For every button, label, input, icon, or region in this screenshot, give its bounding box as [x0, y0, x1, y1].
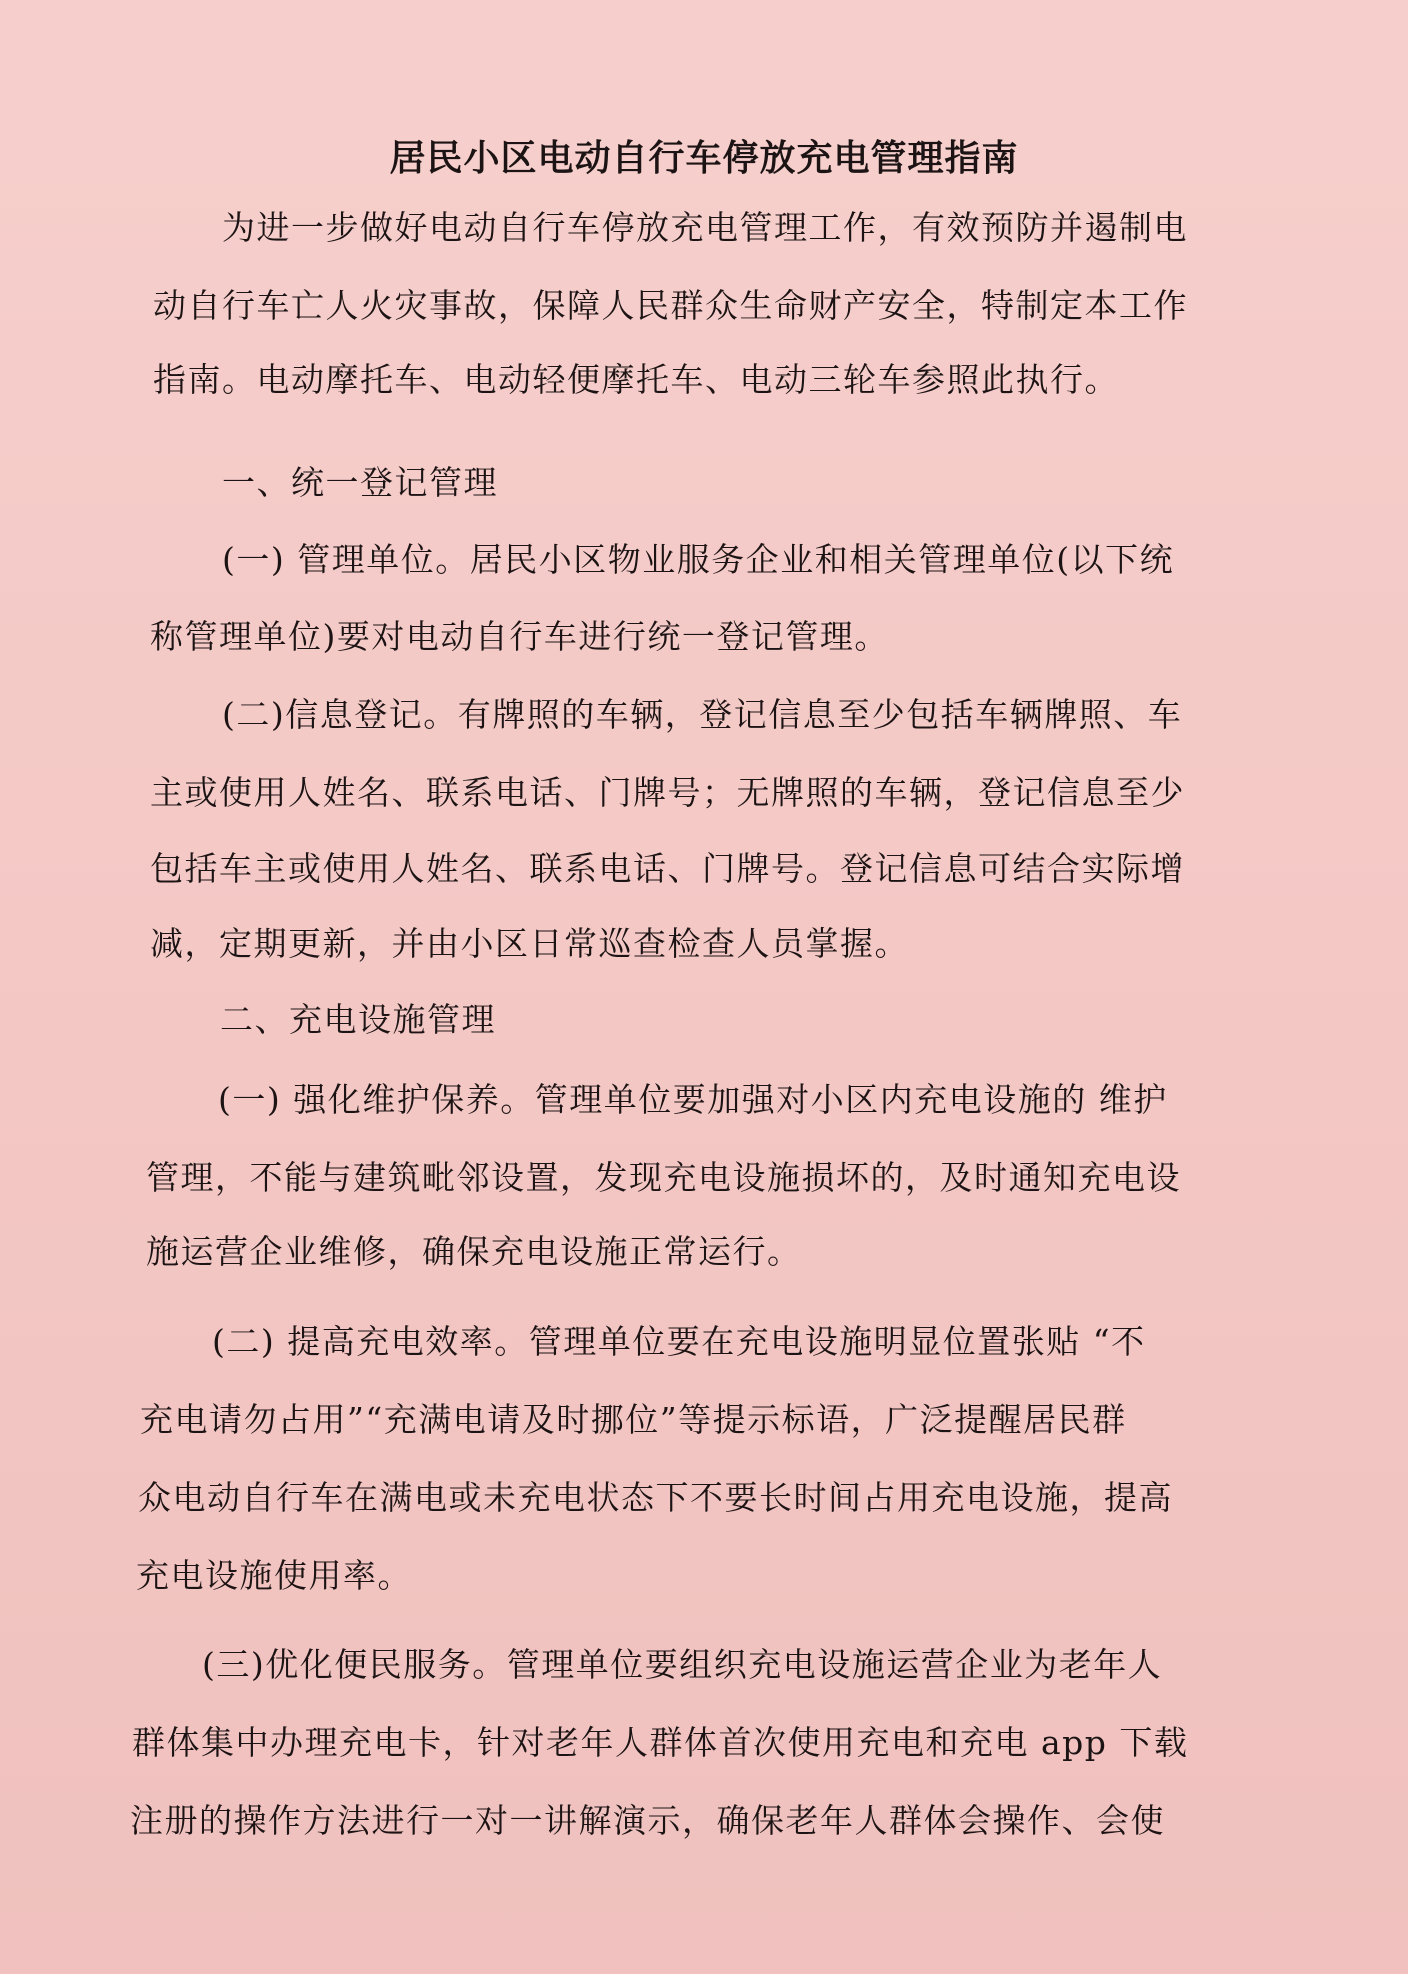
text-line: (一) 管理单位。居民小区物业服务企业和相关管理单位(以下统: [222, 540, 1175, 579]
text-line: 指南。电动摩托车、电动轻便摩托车、电动三轮车参照此执行。: [153, 360, 1119, 399]
text-line: 施运营企业维修，确保充电设施正常运行。: [146, 1232, 802, 1271]
text-line: (三)优化便民服务。管理单位要组织充电设施运营企业为老年人: [202, 1645, 1163, 1684]
document-title: 居民小区电动自行车停放充电管理指南: [389, 137, 1019, 179]
text-line: 称管理单位)要对电动自行车进行统一登记管理。: [150, 617, 889, 656]
text-line: (一) 强化维护保养。管理单位要加强对小区内充电设施的 维护: [218, 1080, 1168, 1119]
text-line: (二)信息登记。有牌照的车辆，登记信息至少包括车辆牌照、车: [222, 695, 1183, 734]
text-line: 为进一步做好电动自行车停放充电管理工作，有效预防并遏制电: [222, 208, 1188, 247]
text-line: 管理，不能与建筑毗邻设置，发现充电设施损坏的，及时通知充电设: [146, 1158, 1181, 1197]
text-line: 注册的操作方法进行一对一讲解演示，确保老年人群体会操作、会使: [130, 1801, 1165, 1840]
text-line: 减，定期更新，并由小区日常巡查检查人员掌握。: [150, 924, 909, 963]
text-line: 动自行车亡人火灾事故，保障人民群众生命财产安全，特制定本工作: [153, 286, 1188, 325]
text-line: 充电设施使用率。: [136, 1556, 412, 1595]
text-line: 群体集中办理充电卡，针对老年人群体首次使用充电和充电 app 下载: [132, 1723, 1189, 1762]
section-heading: 一、统一登记管理: [222, 463, 498, 502]
text-line: 充电请勿占用”“充满电请及时挪位”等提示标语，广泛提醒居民群: [140, 1400, 1127, 1439]
text-line: 众电动自行车在满电或未充电状态下不要长时间占用充电设施，提高: [138, 1478, 1173, 1517]
text-line: 主或使用人姓名、联系电话、门牌号；无牌照的车辆，登记信息至少: [150, 773, 1185, 812]
text-line: 包括车主或使用人姓名、联系电话、门牌号。登记信息可结合实际增: [150, 849, 1185, 888]
text-line: (二) 提高充电效率。管理单位要在充电设施明显位置张贴 “不: [212, 1322, 1146, 1361]
section-heading: 二、充电设施管理: [220, 1000, 496, 1039]
